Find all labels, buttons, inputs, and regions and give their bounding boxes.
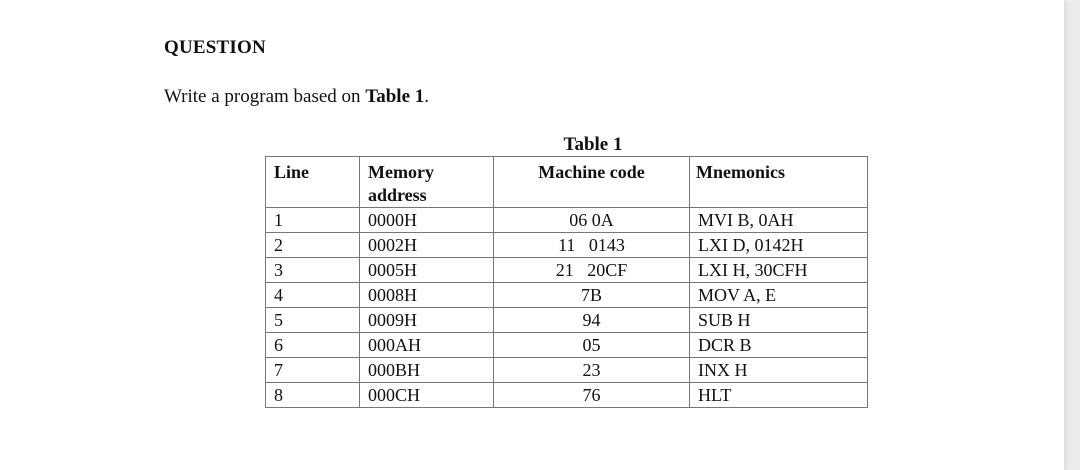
- question-instruction: [164, 86, 429, 108]
- table-row: [266, 208, 868, 233]
- table-caption: Table 1: [563, 134, 623, 155]
- machine-code-cell: 7B: [494, 283, 690, 308]
- header-memory-line2: address: [368, 185, 427, 205]
- table-body: [266, 208, 868, 408]
- address-cell: 0005H: [360, 258, 494, 283]
- header-line: Line: [266, 157, 360, 208]
- table-row: [266, 333, 868, 358]
- address-cell: 0002H: [360, 233, 494, 258]
- address-cell: 000AH: [360, 333, 494, 358]
- mnemonic-cell: INX H: [690, 358, 868, 383]
- address-cell: 0000H: [360, 208, 494, 233]
- address-cell: 000BH: [360, 358, 494, 383]
- table-row: [266, 283, 868, 308]
- table-header-row: [266, 157, 868, 208]
- table-row: [266, 308, 868, 333]
- instruction-text: Write a program based on: [164, 86, 366, 107]
- program-table: [265, 156, 868, 408]
- line-cell: 4: [266, 283, 360, 308]
- machine-code-cell: 23: [494, 358, 690, 383]
- table-row: [266, 258, 868, 283]
- mnemonic-cell: SUB H: [690, 308, 868, 333]
- address-cell: 0008H: [360, 283, 494, 308]
- line-cell: 8: [266, 383, 360, 408]
- machine-code-cell: 05: [494, 333, 690, 358]
- mnemonic-cell: HLT: [690, 383, 868, 408]
- machine-code-cell: 94: [494, 308, 690, 333]
- header-machine-code: Machine code: [494, 157, 690, 208]
- instruction-table-ref: Table 1: [365, 86, 425, 107]
- table-row: [266, 233, 868, 258]
- mnemonic-cell: DCR B: [690, 333, 868, 358]
- address-cell: 0009H: [360, 308, 494, 333]
- address-cell: 000CH: [360, 383, 494, 408]
- machine-code-cell: 06 0A: [494, 208, 690, 233]
- line-cell: 3: [266, 258, 360, 283]
- mnemonic-cell: LXI D, 0142H: [690, 233, 868, 258]
- table-row: [266, 358, 868, 383]
- machine-code-cell: 21 20CF: [494, 258, 690, 283]
- header-mnemonics: Mnemonics: [690, 157, 868, 208]
- line-cell: 7: [266, 358, 360, 383]
- mnemonic-cell: MOV A, E: [690, 283, 868, 308]
- mnemonic-cell: LXI H, 30CFH: [690, 258, 868, 283]
- instruction-period: .: [424, 86, 430, 107]
- table-row: [266, 383, 868, 408]
- header-memory-line1: Memory: [368, 162, 434, 182]
- machine-code-cell: 11 0143: [494, 233, 690, 258]
- line-cell: 1: [266, 208, 360, 233]
- mnemonic-cell: MVI B, 0AH: [690, 208, 868, 233]
- line-cell: 2: [266, 233, 360, 258]
- header-memory-address: [360, 157, 494, 208]
- line-cell: 5: [266, 308, 360, 333]
- line-cell: 6: [266, 333, 360, 358]
- machine-code-cell: 76: [494, 383, 690, 408]
- question-heading: QUESTION: [164, 37, 266, 58]
